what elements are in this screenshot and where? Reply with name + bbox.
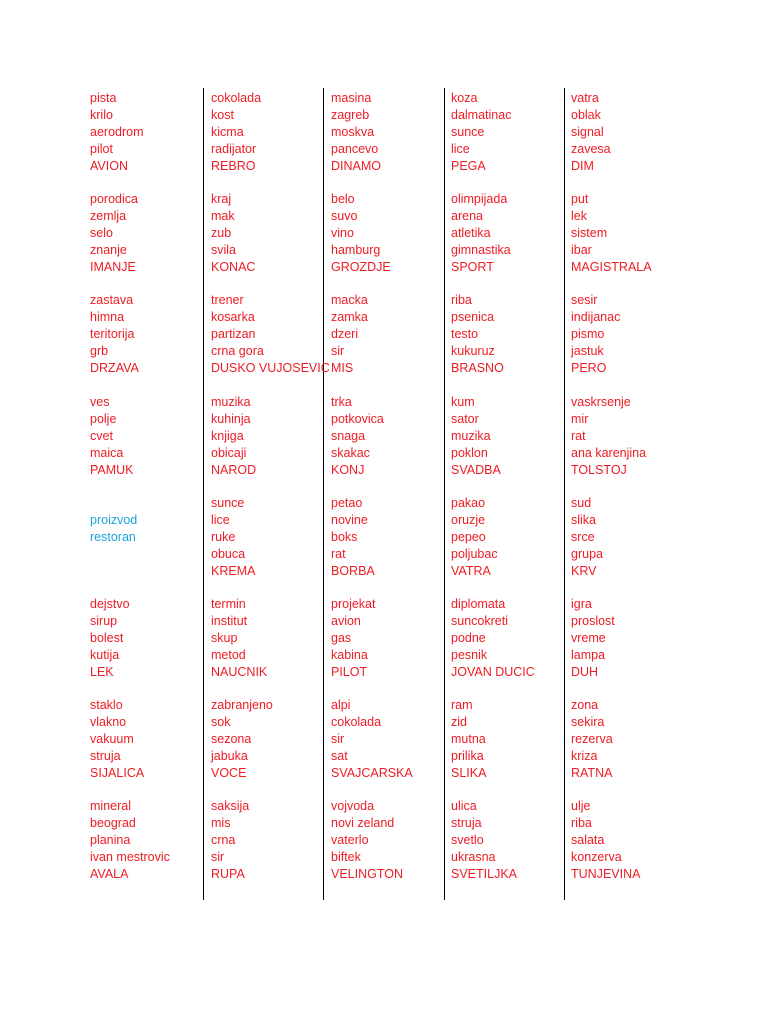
clue-word: vreme <box>571 630 606 645</box>
word-group <box>451 596 535 681</box>
word-group <box>90 292 139 377</box>
clue-word: ram <box>451 698 473 712</box>
word-group <box>90 495 137 580</box>
solution-word: REBRO <box>211 158 256 173</box>
clue-word: slika <box>571 512 597 527</box>
clue-word: kosarka <box>211 309 255 324</box>
solution-word: DUSKO VUJOSEVIC <box>211 360 330 375</box>
word-group <box>331 495 375 580</box>
clue-word: muzika <box>451 428 491 443</box>
clue-word: dzeri <box>331 326 359 341</box>
clue-word: mineral <box>90 799 131 813</box>
clue-word: radijator <box>211 141 257 156</box>
clue-word: sat <box>331 748 348 763</box>
clue-word: rat <box>331 546 346 561</box>
clue-word: zemlja <box>90 208 127 223</box>
clue-word: struja <box>90 748 121 763</box>
clue-word: sok <box>211 714 231 729</box>
clue-word: poklon <box>451 445 488 460</box>
clue-word: mis <box>211 815 231 830</box>
clue-word: sud <box>571 496 592 510</box>
clue-word: obuca <box>211 546 246 561</box>
solution-word: PAMUK <box>90 462 134 477</box>
clue-word: sesir <box>571 293 598 307</box>
clue-word: masina <box>331 91 372 105</box>
clue-word: kum <box>451 395 475 409</box>
clue-word: pilot <box>90 141 113 156</box>
solution-word: PERO <box>571 360 607 375</box>
solution-word: MIS <box>331 360 354 375</box>
clue-word: konzerva <box>571 849 622 864</box>
clue-word: muzika <box>211 395 251 409</box>
clue-word: aerodrom <box>90 124 144 139</box>
solution-word: TUNJEVINA <box>571 866 641 881</box>
solution-word: SLIKA <box>451 765 487 780</box>
word-group <box>331 394 384 479</box>
clue-word: projekat <box>331 597 376 611</box>
clue-word: lice <box>211 512 230 527</box>
clue-word: vaskrsenje <box>571 395 631 409</box>
solution-word: PEGA <box>451 158 486 173</box>
clue-word: ivan mestrovic <box>90 849 170 864</box>
word-group <box>90 394 134 479</box>
clue-word: potkovica <box>331 411 384 426</box>
clue-word: beograd <box>90 815 136 830</box>
clue-word: skakac <box>331 445 370 460</box>
solution-word: MAGISTRALA <box>571 259 652 274</box>
clue-word: skup <box>211 630 238 645</box>
solution-word: BORBA <box>331 563 375 578</box>
word-group <box>211 798 249 883</box>
word-group <box>571 596 615 681</box>
clue-word: teritorija <box>90 326 135 341</box>
clue-word: mak <box>211 208 235 223</box>
clue-word: krilo <box>90 107 113 122</box>
clue-word: suncokreti <box>451 613 508 628</box>
clue-word: macka <box>331 293 368 307</box>
clue-word: crna gora <box>211 343 264 358</box>
clue-word: vlakno <box>90 714 127 729</box>
word-group <box>331 191 391 276</box>
solution-word: GROZDJE <box>331 259 391 274</box>
word-group <box>211 191 255 276</box>
clue-word: belo <box>331 192 355 206</box>
clue-word: riba <box>451 293 472 307</box>
clue-word: svila <box>211 242 237 257</box>
clue-word: signal <box>571 124 604 139</box>
clue-word: znanje <box>90 242 127 257</box>
clue-word: zamka <box>331 309 368 324</box>
clue-word: ibar <box>571 242 592 257</box>
clue-word: grb <box>90 343 109 358</box>
clue-word: metod <box>211 647 246 662</box>
clue-word: proslost <box>571 613 615 628</box>
solution-word: AVION <box>90 158 128 173</box>
clue-word: pista <box>90 91 117 105</box>
clue-word: kutija <box>90 647 120 662</box>
solution-word: DIM <box>571 158 594 173</box>
word-group <box>451 90 511 175</box>
word-group <box>211 495 255 580</box>
clue-word: alpi <box>331 698 351 712</box>
clue-word: proizvod <box>90 512 138 527</box>
clue-word: biftek <box>331 849 361 864</box>
word-group <box>571 798 640 883</box>
word-group <box>331 596 375 681</box>
word-group <box>571 292 620 377</box>
word-group <box>211 90 261 175</box>
clue-word: cokolada <box>331 714 382 729</box>
clue-word: psenica <box>451 309 495 324</box>
clue-word: kukuruz <box>451 343 495 358</box>
clue-word: lampa <box>571 647 606 662</box>
clue-word: suvo <box>331 208 358 223</box>
clue-word: jabuka <box>211 748 248 763</box>
clue-word: ves <box>90 395 110 409</box>
word-group <box>451 798 517 883</box>
clue-word: porodica <box>90 192 138 206</box>
clue-word: hamburg <box>331 242 381 257</box>
clue-word: obicaji <box>211 445 247 460</box>
word-group <box>331 90 381 175</box>
clue-word: saksija <box>211 799 250 813</box>
clue-word: zid <box>451 714 467 729</box>
clue-word: novine <box>331 512 368 527</box>
clue-word: trener <box>211 293 244 307</box>
clue-word: polje <box>90 411 117 426</box>
word-group <box>331 292 368 377</box>
clue-word: srce <box>571 529 595 544</box>
clue-word: staklo <box>90 698 123 712</box>
clue-word: termin <box>211 597 246 611</box>
word-group <box>451 495 498 580</box>
column-divider <box>203 88 204 900</box>
word-group <box>331 697 413 782</box>
clue-word: olimpijada <box>451 192 508 206</box>
solution-word: NAUCNIK <box>211 664 268 679</box>
solution-word: KRV <box>571 563 597 578</box>
clue-word: restoran <box>90 529 136 544</box>
clue-word: sir <box>331 343 345 358</box>
clue-word: vaterlo <box>331 832 369 847</box>
solution-word: NAROD <box>211 462 257 477</box>
clue-word: bolest <box>90 630 124 645</box>
clue-word: selo <box>90 225 113 240</box>
clue-word: lek <box>571 208 587 223</box>
word-group <box>571 394 646 479</box>
solution-word: DINAMO <box>331 158 381 173</box>
solution-word: KONAC <box>211 259 256 274</box>
solution-word: JOVAN DUCIC <box>451 664 535 679</box>
clue-word: institut <box>211 613 248 628</box>
word-group <box>451 292 504 377</box>
word-group <box>211 394 256 479</box>
word-group <box>571 90 611 175</box>
clue-word: zastava <box>90 293 134 307</box>
clue-word: gas <box>331 630 352 645</box>
solution-word: DRZAVA <box>90 360 139 375</box>
clue-word: sir <box>211 849 225 864</box>
clue-word: cvet <box>90 428 113 443</box>
clue-word: put <box>571 192 589 206</box>
clue-word: jastuk <box>571 343 604 358</box>
solution-word: VOCE <box>211 765 247 780</box>
word-group <box>571 191 652 276</box>
word-group <box>90 596 130 681</box>
word-group <box>211 697 273 782</box>
clue-word: rezerva <box>571 731 613 746</box>
word-group <box>90 90 144 175</box>
word-group <box>571 697 613 782</box>
clue-word: zagreb <box>331 107 370 122</box>
clue-word: crna <box>211 832 236 847</box>
clue-word: partizan <box>211 326 256 341</box>
word-group <box>90 697 144 782</box>
solution-word: SVETILJKA <box>451 866 517 881</box>
column-divider <box>564 88 565 900</box>
clue-word: indijanac <box>571 309 621 324</box>
clue-word: mutna <box>451 731 486 746</box>
clue-word: podne <box>451 630 486 645</box>
word-group <box>211 292 330 377</box>
clue-word: salata <box>571 832 605 847</box>
clue-word: kriza <box>571 748 598 763</box>
clue-word: kuhinja <box>211 411 251 426</box>
clue-word: himna <box>90 309 125 324</box>
clue-word: ruke <box>211 529 236 544</box>
solution-word: BRASNO <box>451 360 504 375</box>
clue-word: testo <box>451 326 479 341</box>
clue-word: pepeo <box>451 529 486 544</box>
solution-word: SVAJCARSKA <box>331 765 413 780</box>
clue-word: zabranjeno <box>211 698 273 712</box>
clue-word: snaga <box>331 428 366 443</box>
clue-word: zona <box>571 698 599 712</box>
clue-word: planina <box>90 832 131 847</box>
clue-word: pancevo <box>331 141 379 156</box>
clue-word: vino <box>331 225 354 240</box>
clue-word: riba <box>571 815 592 830</box>
solution-word: KONJ <box>331 462 365 477</box>
clue-word: poljubac <box>451 546 498 561</box>
solution-word: DUH <box>571 664 599 679</box>
clue-word: pesnik <box>451 647 488 662</box>
clue-word: zub <box>211 225 232 240</box>
clue-word: vatra <box>571 91 599 105</box>
clue-word: petao <box>331 496 363 510</box>
word-group <box>211 596 267 681</box>
clue-word: sezona <box>211 731 252 746</box>
clue-word: cokolada <box>211 91 262 105</box>
clue-word: vojvoda <box>331 799 375 813</box>
clue-word: kost <box>211 107 234 122</box>
word-group <box>451 394 501 479</box>
clue-word: gimnastika <box>451 242 511 257</box>
solution-word: VELINGTON <box>331 866 404 881</box>
clue-word: arena <box>451 208 483 223</box>
clue-word: zavesa <box>571 141 611 156</box>
clue-word: novi zeland <box>331 815 395 830</box>
column-divider <box>444 88 445 900</box>
solution-word: RATNA <box>571 765 613 780</box>
word-group <box>451 697 486 782</box>
solution-word: PILOT <box>331 664 368 679</box>
clue-word: pismo <box>571 326 605 341</box>
word-group <box>90 798 170 883</box>
clue-word: trka <box>331 395 352 409</box>
clue-word: mir <box>571 411 589 426</box>
clue-word: kabina <box>331 647 368 662</box>
solution-word: TOLSTOJ <box>571 462 627 477</box>
word-group <box>331 798 403 883</box>
clue-word: sekira <box>571 714 605 729</box>
clue-word: knjiga <box>211 428 244 443</box>
solution-word: IMANJE <box>90 259 136 274</box>
clue-word: ulje <box>571 799 591 813</box>
word-group <box>571 495 603 580</box>
clue-word: pakao <box>451 496 486 510</box>
clue-word: struja <box>451 815 482 830</box>
clue-word: atletika <box>451 225 491 240</box>
clue-word: kraj <box>211 192 232 206</box>
solution-word: KREMA <box>211 563 256 578</box>
clue-word: sator <box>451 411 479 426</box>
clue-word: ukrasna <box>451 849 496 864</box>
clue-word: sunce <box>211 496 245 510</box>
clue-word: prilika <box>451 748 484 763</box>
clue-word: igra <box>571 597 592 611</box>
clue-word: vakuum <box>90 731 134 746</box>
clue-word: sunce <box>451 124 485 139</box>
solution-word: VATRA <box>451 563 491 578</box>
solution-word: SIJALICA <box>90 765 145 780</box>
clue-word: grupa <box>571 546 603 561</box>
clue-word: kicma <box>211 124 244 139</box>
clue-word <box>90 495 137 512</box>
clue-word: maica <box>90 445 124 460</box>
word-group <box>451 191 511 276</box>
clue-word: dalmatinac <box>451 107 512 122</box>
clue-word: boks <box>331 529 358 544</box>
clue-word: oruzje <box>451 512 486 527</box>
word-group <box>90 191 138 276</box>
solution-word: AVALA <box>90 866 129 881</box>
clue-word: avion <box>331 613 361 628</box>
clue-word: svetlo <box>451 832 484 847</box>
clue-word: koza <box>451 91 478 105</box>
column-divider <box>323 88 324 900</box>
clue-word: diplomata <box>451 597 506 611</box>
clue-word: moskva <box>331 124 375 139</box>
solution-word: LEK <box>90 664 114 679</box>
solution-word: SPORT <box>451 259 494 274</box>
clue-word <box>90 546 137 563</box>
clue-word: oblak <box>571 107 601 122</box>
clue-word: sistem <box>571 225 608 240</box>
clue-word: rat <box>571 428 586 443</box>
clue-word: dejstvo <box>90 597 130 611</box>
solution-word: RUPA <box>211 866 245 881</box>
clue-word: sir <box>331 731 345 746</box>
clue-word: lice <box>451 141 470 156</box>
solution-word: SVADBA <box>451 462 501 477</box>
clue-word: ana karenjina <box>571 445 647 460</box>
solution-word <box>90 563 137 580</box>
clue-word: sirup <box>90 613 118 628</box>
clue-word: ulica <box>451 799 477 813</box>
